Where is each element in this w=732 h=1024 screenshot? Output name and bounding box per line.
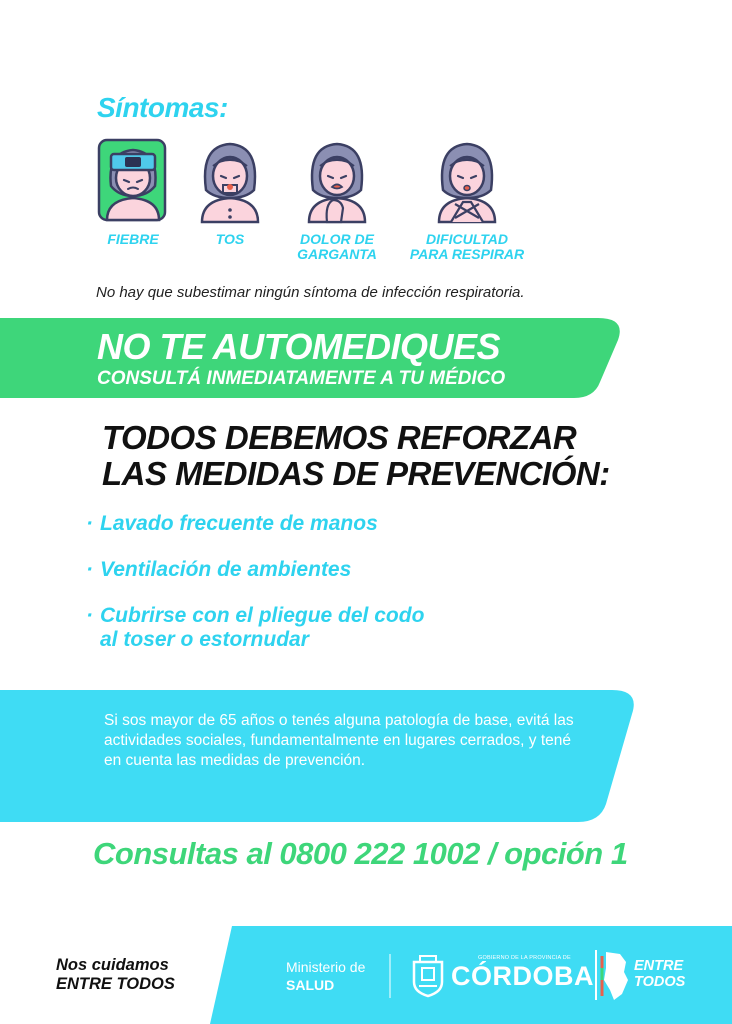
list-item: · Lavado frecuente de manos <box>86 512 378 535</box>
measure-text: Ventilación de ambientes <box>100 558 352 581</box>
province-small-label: GOBIERNO DE LA PROVINCIA DE <box>478 955 571 961</box>
entre-todos-logo <box>634 958 685 990</box>
prevention-heading: TODOS DEBEMOS REFORZAR LAS MEDIDAS DE PREVENCIÓN: <box>102 419 610 492</box>
sore-throat-icon <box>301 138 373 224</box>
list-item: · Ventilación de ambientes <box>86 558 352 581</box>
province-name: CÓRDOBA <box>451 961 594 991</box>
elderly-note: Si sos mayor de 65 años o tenés alguna patología de base, evitá las actividades sociales, fundamentalmente en lugares cerrados, y tené en cuenta las medidas de prevención. <box>104 712 574 769</box>
phone-line: Consultas al 0800 222 1002 / opción 1 <box>93 836 628 871</box>
symptoms-note: No hay que subestimar ningún síntoma de infección respiratoria. <box>96 284 525 301</box>
ministry-line1: Ministerio de <box>286 959 366 975</box>
measure-text: Cubrirse con el pliegue del codo al toser o estornudar <box>100 604 425 651</box>
measure-text: Lavado frecuente de manos <box>100 512 378 535</box>
symptom-label: FIEBRE <box>107 231 159 247</box>
symptom-breathing-difficulty <box>397 138 537 262</box>
cough-icon <box>194 138 266 224</box>
entre-line2: TODOS <box>634 974 686 990</box>
symptom-sore-throat <box>267 138 407 262</box>
province-shield-icon <box>410 952 446 998</box>
ministry-line2: SALUD <box>286 977 335 993</box>
measures-list <box>86 512 506 674</box>
list-item: · Cubrirse con el pliegue del codo al toser o estornudar <box>86 604 506 652</box>
province-map-icon <box>600 950 630 1002</box>
banner-title: NO TE AUTOMEDIQUES <box>97 326 501 367</box>
footer-slogan <box>56 956 175 994</box>
slogan-line1: Nos cuidamos <box>56 956 169 974</box>
slogan-line2: ENTRE TODOS <box>56 975 175 993</box>
symptom-label: DIFICULTAD PARA RESPIRAR <box>409 231 525 262</box>
ministry-logo <box>286 958 365 994</box>
symptom-label: TOS <box>215 231 245 247</box>
symptom-label: DOLOR DE GARGANTA <box>297 231 377 262</box>
breathing-difficulty-icon <box>431 138 503 224</box>
entre-line1: ENTRE <box>634 958 684 974</box>
fever-icon <box>97 138 169 224</box>
banner-subtitle: CONSULTÁ INMEDIATAMENTE A TU MÉDICO <box>97 368 506 389</box>
symptoms-title: Síntomas: <box>97 92 228 123</box>
